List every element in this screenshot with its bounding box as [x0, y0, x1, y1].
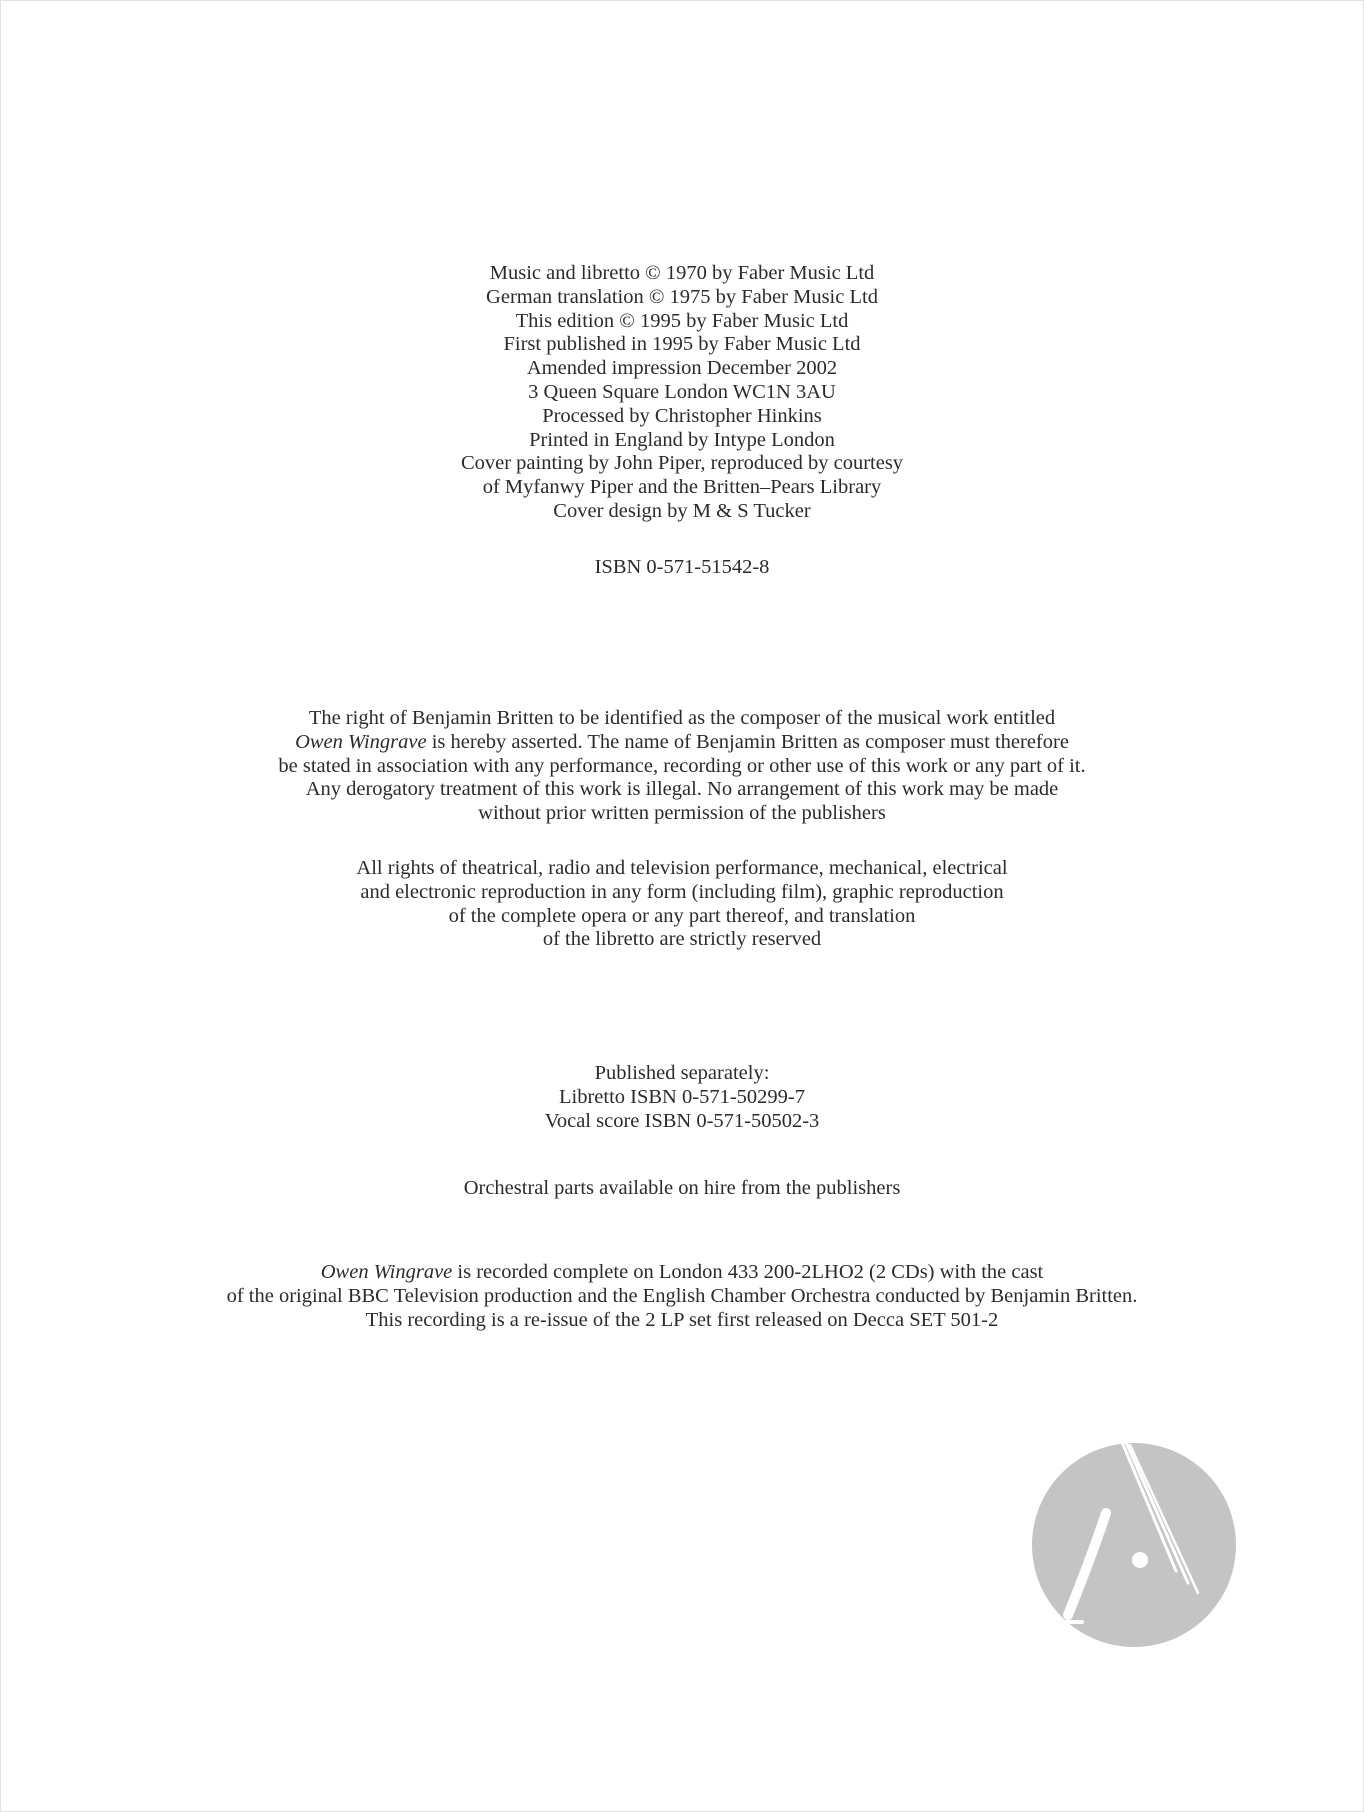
orchestral-parts-block — [0, 1177, 1364, 1201]
copyright-line: This edition © 1995 by Faber Music Ltd — [515, 309, 849, 332]
copyright-line: Cover painting by John Piper, reproduced by courtesy — [460, 452, 904, 475]
rights-line: be stated in association with any performance, recording or other use of this work or any part of it. — [278, 754, 1086, 777]
orchestral-parts-text: Orchestral parts available on hire from the publishers — [463, 1177, 901, 1199]
copyright-line: Cover design by M & S Tucker — [553, 499, 811, 522]
copyright-line: Music and libretto © 1970 by Faber Music Ltd — [489, 262, 875, 284]
copyright-line: of Myfanwy Piper and the Britten–Pears Library — [482, 476, 882, 499]
moral-rights-block — [0, 707, 1364, 826]
recording-line: This recording is a re-issue of the 2 LP set first released on Decca SET 501-2 — [365, 1308, 999, 1331]
performance-rights-line: All rights of theatrical, radio and television performance, mechanical, electrical — [356, 857, 1008, 879]
performance-rights-line: of the libretto are strictly reserved — [542, 928, 822, 951]
copyright-line: First published in 1995 by Faber Music Ltd — [503, 333, 861, 356]
performance-rights-block — [0, 857, 1364, 952]
rights-line: Any derogatory treatment of this work is illegal. No arrangement of this work may be made — [305, 778, 1059, 801]
work-title: Owen Wingrave — [295, 730, 427, 753]
work-title: Owen Wingrave — [320, 1261, 453, 1283]
isbn-text: ISBN 0-571-51542-8 — [594, 556, 770, 578]
copyright-line: German translation © 1975 by Faber Music Ltd — [486, 285, 878, 308]
publisher-logo-icon — [1018, 1417, 1250, 1649]
isbn-block — [0, 556, 1364, 580]
copyright-line: 3 Queen Square London WC1N 3AU — [528, 380, 836, 403]
libretto-isbn: Libretto ISBN 0-571-50299-7 — [559, 1085, 805, 1108]
rights-line-text: is hereby asserted. The name of Benjamin Britten as composer must therefore — [426, 730, 1069, 753]
rights-line: The right of Benjamin Britten to be identified as the composer of the musical work entitled — [308, 707, 1056, 729]
recording-line — [0, 1261, 1364, 1285]
rights-line: without prior written permission of the publishers — [478, 802, 886, 825]
published-separately-block — [0, 1062, 1364, 1133]
vocal-score-isbn: Vocal score ISBN 0-571-50502-3 — [544, 1109, 820, 1132]
copyright-line: Processed by Christopher Hinkins — [542, 404, 822, 427]
published-separately-heading: Published separately: — [594, 1062, 770, 1084]
performance-rights-line: and electronic reproduction in any form (including film), graphic reproduction — [360, 880, 1004, 903]
recording-block — [0, 1261, 1364, 1332]
copyright-line: Printed in England by Intype London — [529, 428, 835, 451]
recording-line: of the original BBC Television production and the English Chamber Orchestra conducted by Benjamin Britten. — [226, 1284, 1138, 1307]
copyright-line: Amended impression December 2002 — [526, 357, 838, 380]
rights-line — [0, 731, 1364, 755]
recording-line-text: is recorded complete on London 433 200-2LHO2 (2 CDs) with the cast — [452, 1261, 1044, 1283]
performance-rights-line: of the complete opera or any part thereof, and translation — [448, 904, 916, 927]
copyright-block — [0, 262, 1364, 524]
